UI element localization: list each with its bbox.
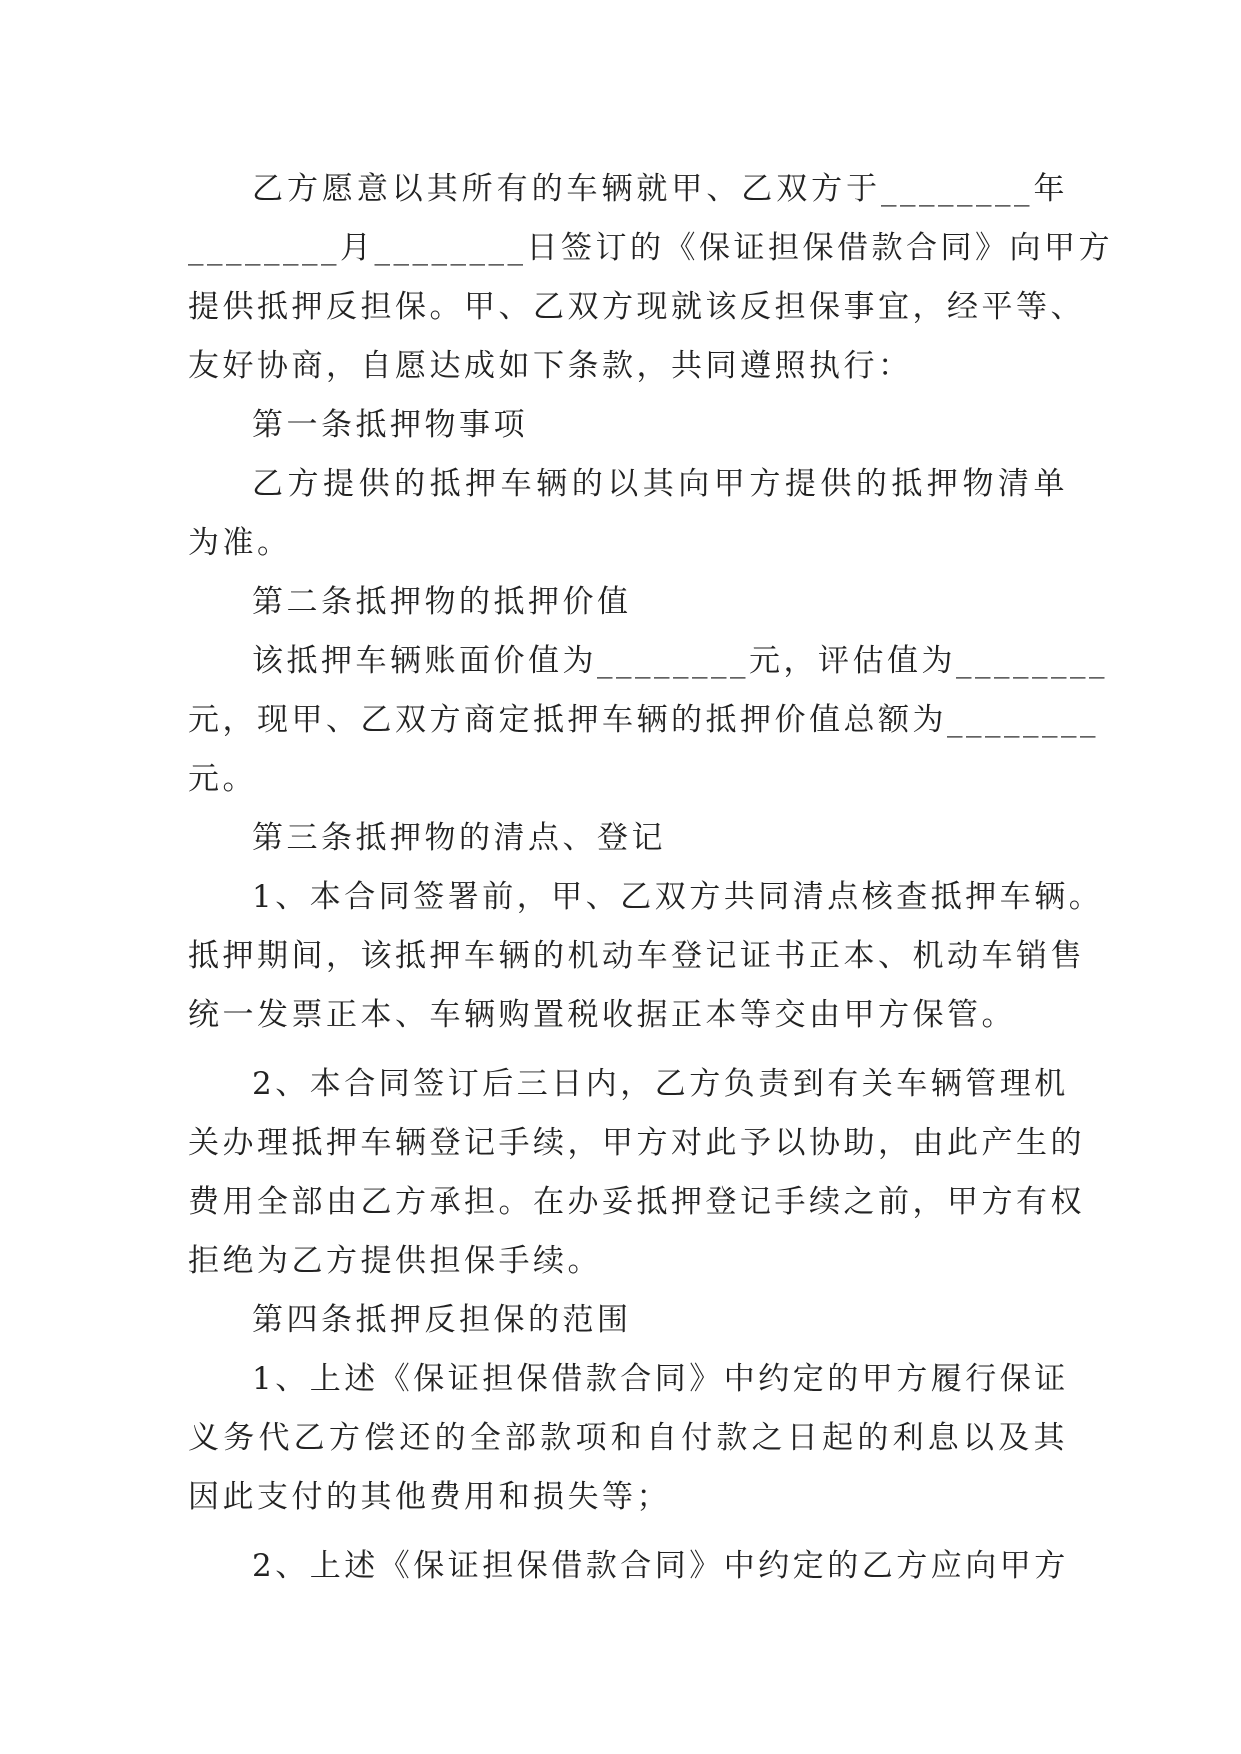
paragraph-line: 元。: [188, 761, 257, 797]
paragraph-line: 费用全部由乙方承担。在办妥抵押登记手续之前，甲方有权: [188, 1184, 1085, 1220]
section-heading: 第三条抵押物的清点、登记: [252, 820, 666, 856]
paragraph-line: 该抵押车辆账面价值为________元，评估值为________: [252, 643, 1108, 679]
paragraph-line: 乙方提供的抵押车辆的以其向甲方提供的抵押物清单: [252, 466, 1068, 502]
document-page: [188, 160, 1113, 1596]
paragraph-line: 2、本合同签订后三日内，乙方负责到有关车辆管理机: [252, 1066, 1069, 1102]
paragraph-line: 友好协商，自愿达成如下条款，共同遵照执行：: [188, 348, 913, 384]
paragraph-line: 2、上述《保证担保借款合同》中约定的乙方应向甲方: [252, 1548, 1069, 1584]
paragraph-line: 元，现甲、乙双方商定抵押车辆的抵押价值总额为________: [188, 702, 1099, 738]
paragraph-line: 1、上述《保证担保借款合同》中约定的甲方履行保证: [252, 1361, 1069, 1397]
paragraph-line: 因此支付的其他费用和损失等；: [188, 1479, 671, 1515]
paragraph-line: 提供抵押反担保。甲、乙双方现就该反担保事宜，经平等、: [188, 289, 1085, 325]
paragraph-line: 为准。: [188, 525, 292, 561]
paragraph-line: 拒绝为乙方提供担保手续。: [188, 1243, 602, 1279]
section-heading: 第二条抵押物的抵押价值: [252, 584, 632, 620]
paragraph-line: 统一发票正本、车辆购置税收据正本等交由甲方保管。: [188, 997, 1016, 1033]
paragraph-line: 关办理抵押车辆登记手续，甲方对此予以协助，由此产生的: [188, 1125, 1085, 1161]
paragraph-line: ________月________日签订的《保证担保借款合同》向甲方: [188, 230, 1113, 266]
paragraph-line: 1、本合同签署前，甲、乙双方共同清点核查抵押车辆。: [252, 879, 1104, 915]
section-heading: 第一条抵押物事项: [252, 407, 528, 443]
paragraph-line: 抵押期间，该抵押车辆的机动车登记证书正本、机动车销售: [188, 938, 1085, 974]
paragraph-line: 乙方愿意以其所有的车辆就甲、乙双方于________年: [252, 171, 1068, 207]
section-heading: 第四条抵押反担保的范围: [252, 1302, 632, 1338]
paragraph-line: 义务代乙方偿还的全部款项和自付款之日起的利息以及其: [188, 1420, 1068, 1456]
